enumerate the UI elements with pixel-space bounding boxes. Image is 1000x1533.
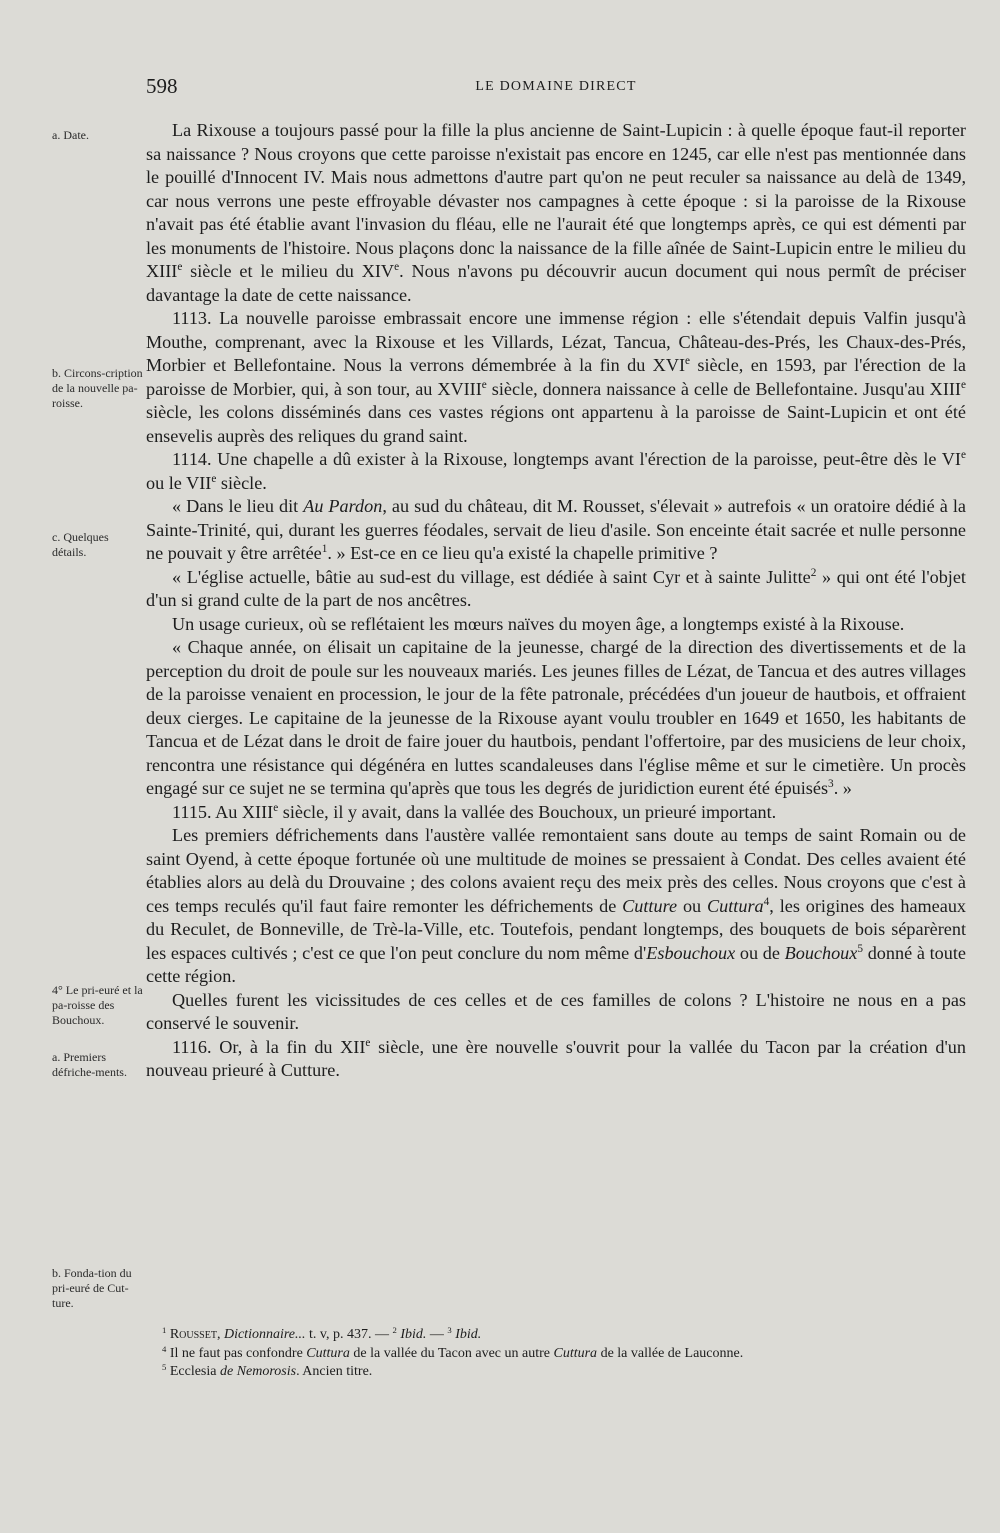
footnote: $^1$ Rousset, Dictionnaire... t. v, p. 437. — $^2$ Ibid. — $^3$ Ibid. bbox=[162, 1324, 482, 1342]
paragraph: 1113. La nouvelle paroisse embrassait encore une immense région : elle s'étendait depuis Valfin jusqu'à Mouthe, comprenant, avec la Rixouse et les Villards, Lézat, Tancua, Château-des-Prés, les Chaux-des-Prés, Morbier et Bellefontaine. Nous la verrons démembrée à la fin du XVIe siècle, en 1593, par l'érection de la paroisse de Morbier, qui, à son tour, au XVIIIe siècle, donnera naissance à celle de Bellefontaine. Jusqu'au XIIIe siècle, les colons disséminés dans ces vastes régions ont appartenu à la paroisse de Saint-Lupicin et ont été ensevelis auprès des reliques du grand saint. bbox=[146, 308, 966, 446]
margin-note-quelques-details: c. Quelques détails. bbox=[52, 530, 109, 559]
paragraph: Quelles furent les vicissitudes de ces celles et de ces familles de colons ? L'histoire ne nous en a pas conservé le souvenir. bbox=[146, 989, 966, 1033]
margin-note-prieure-bouchoux: 4° Le pri-euré et la pa-roisse des Bouchoux. bbox=[52, 983, 143, 1027]
footnote: $^4$ Il ne faut pas confondre Cuttura de la vallée du Tacon avec un autre Cuttura de la vallée de Lauconne. bbox=[162, 1343, 744, 1361]
margin-note-circonscription: b. Circons-cription de la nouvelle pa-roisse. bbox=[52, 366, 143, 410]
paragraph: Un usage curieux, où se reflétaient les mœurs naïves du moyen âge, a longtemps existé à la Rixouse. bbox=[172, 613, 905, 634]
footnotes bbox=[146, 1326, 966, 1382]
paragraph: 1116. Or, à la fin du XIIe siècle, une ère nouvelle s'ouvrit pour la vallée du Tacon par la création d'un nouveau prieuré à Cutture. bbox=[146, 1036, 966, 1080]
paragraph: « Chaque année, on élisait un capitaine de la jeunesse, chargé de la direction des divertissements et de la perception du droit de poule sur les nouveaux mariés. Les jeunes filles de Lézat, de Tancua et des autres villages de la paroisse venaient en procession, le jour de la fête patronale, précédées d'un joueur de hautbois, et offraient deux cierges. Le capitaine de la jeunesse de la Rixouse ayant voulu troubler en 1649 et 1650, les habitants de Tancua et de Lézat dans le droit de faire jouer du hautbois, pendant l'offertoire, par des musiciens de leur choix, rencontra une résistance qui dégénéra en luttes scandaleuses dans l'église même et sur le cimetière. Un procès engagé sur ce sujet ne se termina qu'après que tous les degrés de juridiction eurent été épuisés$^3$. » bbox=[146, 637, 966, 798]
margin-note-fondation-cutture: b. Fonda-tion du pri-euré de Cut-ture. bbox=[52, 1266, 132, 1310]
paragraph: 1115. Au XIIIe siècle, il y avait, dans la vallée des Bouchoux, un prieuré important. bbox=[172, 801, 777, 822]
paragraph: Les premiers défrichements dans l'austère vallée remontaient sans doute au temps de saint Romain ou de saint Oyend, à cette époque fortunée où une multitude de moines se pressaient à Condat. Des celles avaient été établies alors au delà du Drouvaine ; des colons avaient reçu des meix près des celles. Nous croyons que c'est à ces temps reculés qu'il faut faire remonter les défrichements de Cutture ou Cuttura$^4$, les origines des hameaux du Reculet, de Bonneville, de Trè-la-Ville, etc. Toutefois, pendant longtemps, des bouquets de bois séparèrent les espaces cultivés ; c'est ce que l'on peut conclure du nom même d'Esbouchoux ou de Bouchoux$^5$ donné à toute cette région. bbox=[146, 825, 967, 986]
paragraph: La Rixouse a toujours passé pour la fille la plus ancienne de Saint-Lupicin : à quelle époque faut-il reporter sa naissance ? Nous croyons que cette paroisse n'existait pas encore en 1245, car elle n'est pas mentionnée dans le pouillé d'Innocent IV. Mais nous admettons d'autre part qu'on ne peut reculer sa naissance au delà de 1349, car nous verrons une peste effroyable dévaster nos campagnes à cette époque : si la paroisse de la Rixouse n'avait pas été établie avant l'invasion du fléau, elle ne l'aurait été que longtemps après, ce qui est démenti par les monuments de l'histoire. Nous plaçons donc la naissance de la fille aînée de Saint-Lupicin entre le milieu du XIIIe siècle et le milieu du XIVe. Nous n'avons pu découvrir aucun document qui nous permît de préciser davantage la date de cette naissance. bbox=[146, 120, 966, 305]
paragraph: 1114. Une chapelle a dû exister à la Rixouse, longtemps avant l'érection de la paroisse, peut-être dès le VIe ou le VIIe siècle. bbox=[146, 449, 966, 493]
main-text bbox=[146, 119, 966, 1083]
footnote: $^5$ Ecclesia de Nemorosis. Ancien titre. bbox=[162, 1361, 373, 1379]
page-header bbox=[146, 74, 966, 104]
paragraph: « Dans le lieu dit Au Pardon, au sud du château, dit M. Rousset, s'élevait » autrefois « un oratoire dédié à la Sainte-Trinité, qui, durant les guerres féodales, servait de lieu d'asile. Son enceinte était sacrée et nulle personne ne pouvait y être arrêtée$^1$. » Est-ce en ce lieu qu'a existé la chapelle primitive ? bbox=[146, 496, 966, 563]
margin-note-premiers-defrichements: a. Premiers défriche-ments. bbox=[52, 1050, 127, 1079]
page-number: 598 bbox=[146, 74, 178, 98]
running-title: LE DOMAINE DIRECT bbox=[475, 79, 637, 94]
paragraph: « L'église actuelle, bâtie au sud-est du village, est dédiée à saint Cyr et à sainte Julitte$^2$ » qui ont été l'objet d'un si grand culte de la part de nos ancêtres. bbox=[146, 566, 966, 610]
margin-note-date: a. Date. bbox=[52, 128, 89, 142]
